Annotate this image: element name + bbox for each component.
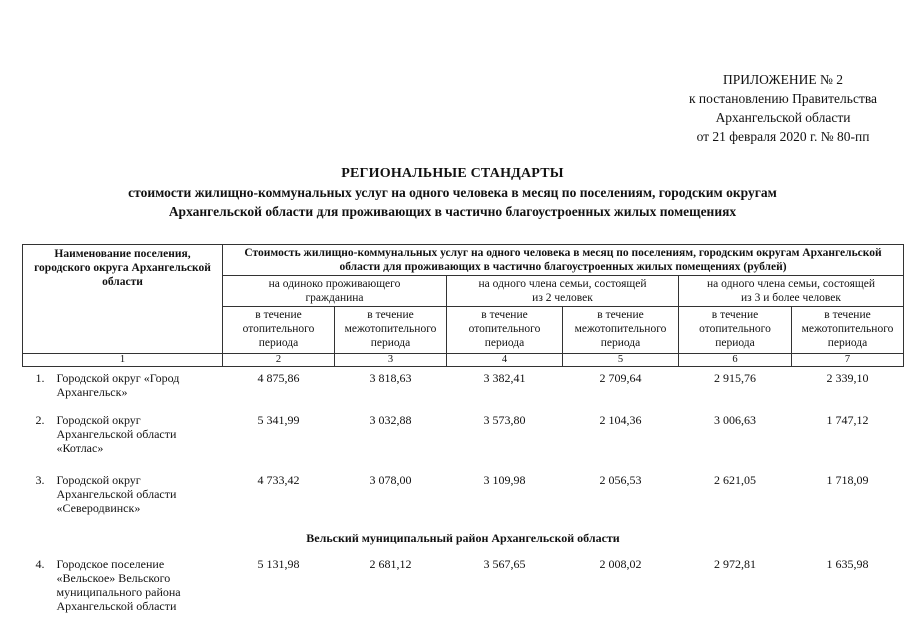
cell-value: 2 621,05 [714,473,756,487]
row-index: 4. [35,557,45,571]
table-row [23,553,904,617]
table-row [23,367,904,410]
appendix-line: Архангельской области [715,110,851,125]
cell-value: 1 718,09 [826,473,869,487]
column-number: 2 [223,354,335,367]
header-nonheating-period: в течение межотопительного периода [335,307,447,354]
cell-value: 2 709,64 [599,371,642,385]
row-name: Городской округ Архангельской области «Котлас» [56,413,177,455]
cell-value: 3 109,98 [483,473,526,487]
row-name: Городское поселение «Вельское» Вельского муниципального района Архангельской области [56,557,181,613]
title-subtitle-line1: стоимости жилищно-коммунальных услуг на одного человека в месяц по поселениям, городским округам [128,185,777,200]
header-heating-period: в течение отопительного периода [679,307,792,354]
row-name: Городской округ «Город Архангельск» [56,371,180,399]
header-group-single: на одиноко проживающего гражданина [223,276,447,307]
appendix-date: от 21 февраля 2020 г. № 80-пп [696,129,870,144]
cell-value: 5 341,99 [257,413,300,427]
cell-value: 3 006,63 [714,413,756,427]
cell-value: 3 567,65 [483,557,526,571]
appendix-line: к постановлению Правительства [688,91,878,106]
cell-value: 2 915,76 [714,371,756,385]
row-index: 3. [35,473,45,487]
cell-value: 2 104,36 [599,413,642,427]
row-name: Городской округ Архангельской области «Северодвинск» [56,473,177,515]
row-index: 2. [35,413,45,427]
header-cost: Стоимость жилищно-коммунальных услуг на одного человека в месяц по поселениям, городским округам Архангельской области для проживающих в частично благоустроенных жилых помещениях (рублей) [223,245,904,276]
cell-value: 2 681,12 [369,557,412,571]
header-group-three: на одного члена семьи, состоящей из 3 и более человек [679,276,904,307]
column-number: 3 [335,354,447,367]
header-heating-period: в течение отопительного периода [447,307,563,354]
table-row [23,409,904,469]
cell-value: 1 747,12 [826,413,869,427]
column-number: 6 [679,354,792,367]
section-heading: Вельский муниципальный район Архангельской области [306,531,620,545]
document-title [0,164,905,221]
appendix-block [673,70,893,146]
cell-value: 3 573,80 [483,413,526,427]
cell-value: 2 972,81 [714,557,756,571]
header-settlement-name: Наименование поселения, городского округа Архангельской области [23,245,223,354]
cell-value: 2 008,02 [599,557,642,571]
row-index: 1. [35,371,45,385]
header-nonheating-period: в течение межотопительного периода [563,307,679,354]
header-heating-period: в течение отопительного периода [223,307,335,354]
cell-value: 3 032,88 [369,413,412,427]
cell-value: 5 131,98 [257,557,300,571]
column-number: 7 [792,354,904,367]
column-number: 4 [447,354,563,367]
cell-value: 4 875,86 [257,371,300,385]
column-number: 1 [23,354,223,367]
header-group-two: на одного члена семьи, состоящей из 2 человек [447,276,679,307]
cell-value: 2 339,10 [826,371,869,385]
table-row [23,469,904,529]
cell-value: 3 818,63 [369,371,412,385]
cell-value: 4 733,42 [257,473,300,487]
section-row [23,529,904,553]
header-nonheating-period: в течение межотопительного периода [792,307,904,354]
title-subtitle-line2: Архангельской области для проживающих в частично благоустроенных жилых помещениях [168,204,737,219]
cell-value: 1 635,98 [826,557,869,571]
appendix-title: ПРИЛОЖЕНИЕ № 2 [722,72,844,87]
cell-value: 3 382,41 [483,371,526,385]
title-main: РЕГИОНАЛЬНЫЕ СТАНДАРТЫ [341,166,564,181]
cell-value: 2 056,53 [599,473,642,487]
column-number: 5 [563,354,679,367]
cell-value: 3 078,00 [369,473,412,487]
standards-table [22,244,904,617]
